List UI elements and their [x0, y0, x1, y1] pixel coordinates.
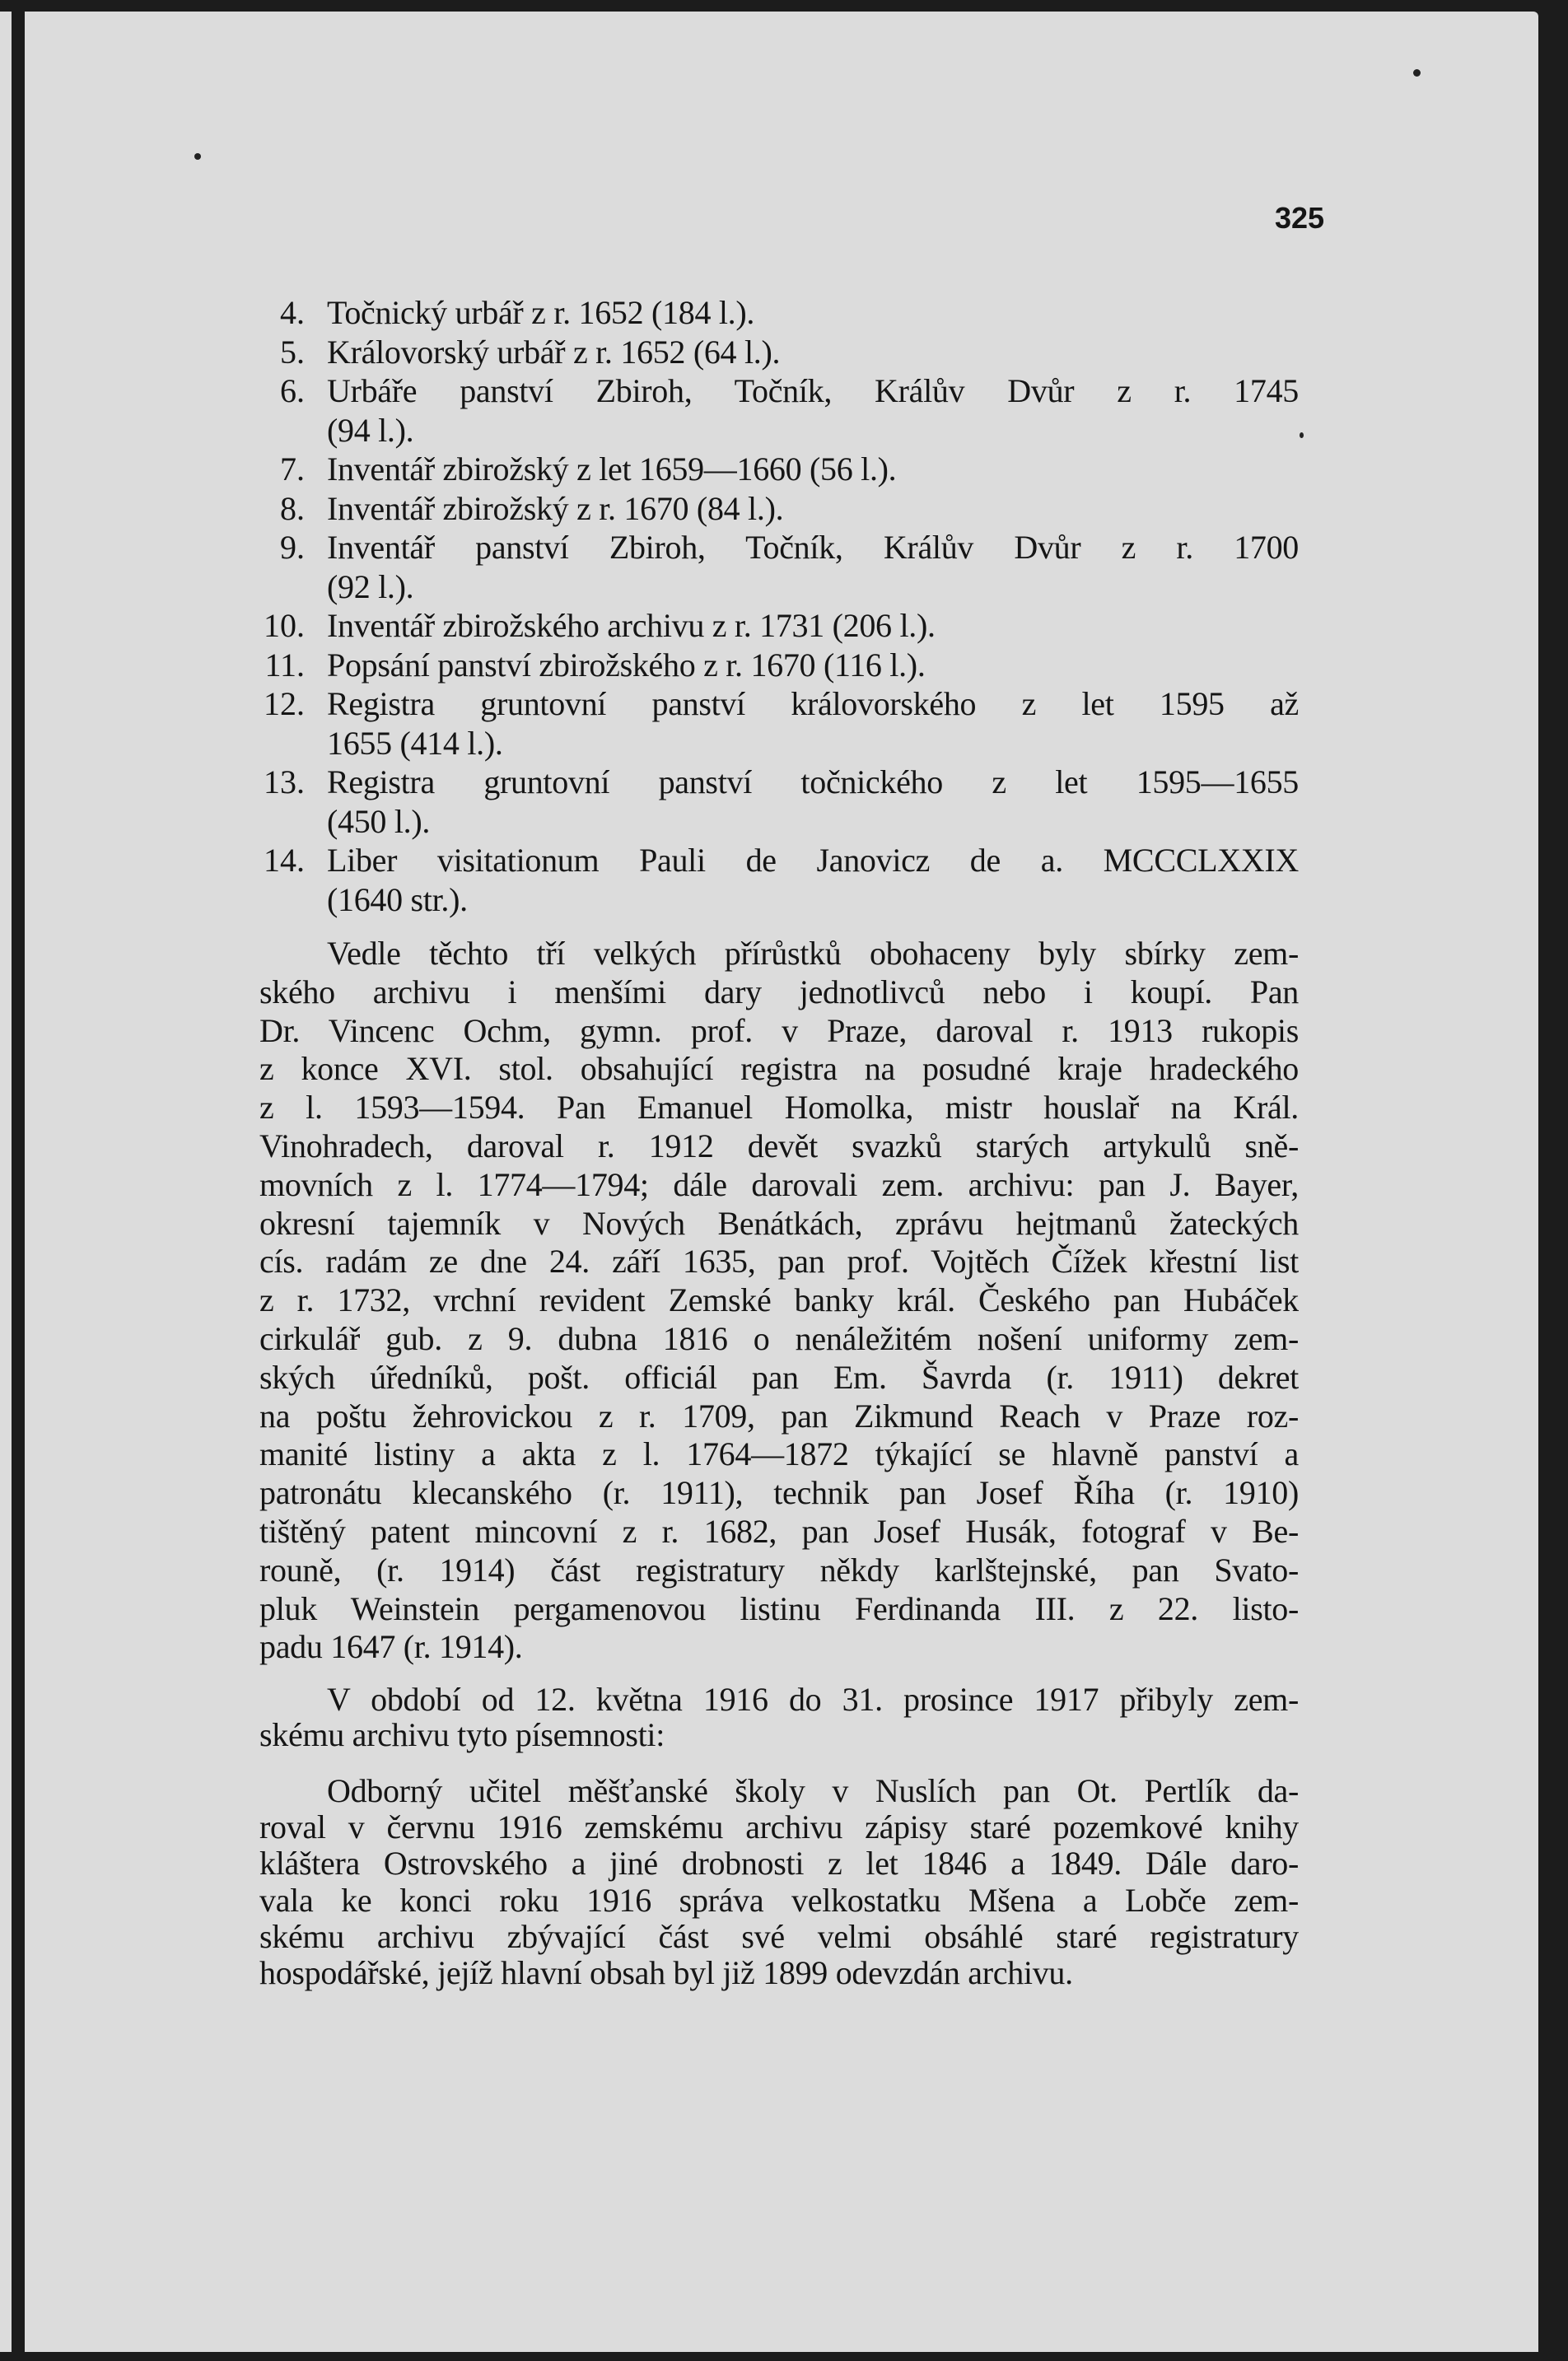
paragraph-line: kláštera Ostrovského a jiné drobnosti z let 1846 a 1849. Dále daro- — [259, 1845, 1299, 1883]
paragraph-line: manité listiny a akta z l. 1764—1872 týkající se hlavně panství a — [259, 1435, 1299, 1473]
list-item-line: Inventář panství Zbiroh, Točník, Králův Dvůr z r. 1700 — [327, 529, 1299, 566]
list-item-line: Inventář zbirožský z r. 1670 (84 l.). — [327, 489, 784, 527]
scan-speck — [1413, 69, 1421, 77]
list-item-number: 8. — [280, 489, 305, 527]
paragraph-line: okresní tajemník v Nových Benátkách, zprávu hejtmanů žateckých — [259, 1204, 1299, 1242]
paragraph-line: cirkulář gub. z 9. dubna 1816 o nenáležitém nošení uniformy zem- — [259, 1320, 1299, 1357]
paragraph-line: patronátu klecanského (r. 1911), technik pan Josef Říha (r. 1910) — [259, 1474, 1299, 1512]
paragraph-line: skému archivu zbývající část své velmi obsáhlé staré registratury — [259, 1917, 1299, 1955]
list-item-number: 10. — [264, 607, 305, 644]
list-item-line: (450 l.). — [327, 802, 431, 840]
list-item-line: Inventář zbirožského archivu z r. 1731 (206 l.). — [327, 607, 936, 644]
paragraph-line: V období od 12. května 1916 do 31. prosince 1917 přibyly zem- — [327, 1681, 1299, 1718]
list-item-line: Točnický urbář z r. 1652 (184 l.). — [327, 294, 755, 331]
paragraph-line: cís. radám ze dne 24. září 1635, pan prof. Vojtěch Čížek křestní list — [259, 1243, 1299, 1281]
list-item-line: Liber visitationum Pauli de Janovicz de a. MCCCLXXIX — [327, 842, 1299, 879]
list-item-line: Inventář zbirožský z let 1659—1660 (56 l.). — [327, 450, 897, 488]
scan-speck — [194, 153, 201, 160]
list-item-number: 7. — [280, 450, 305, 488]
list-item-line: Popsání panství zbirožského z r. 1670 (116 l.). — [327, 646, 926, 684]
list-item-number: 11. — [264, 646, 305, 684]
list-item-number: 4. — [280, 294, 305, 331]
page-number: 325 — [1275, 201, 1325, 235]
list-item-number: 14. — [264, 842, 305, 879]
list-item-line: 1655 (414 l.). — [327, 724, 503, 762]
list-item-number: 13. — [264, 763, 305, 800]
paragraph-line: pluk Weinstein pergamenovou listinu Ferdinanda III. z 22. listo- — [259, 1589, 1299, 1627]
scan-edge — [0, 12, 12, 2352]
list-item-number: 12. — [264, 685, 305, 722]
list-item-number: 5. — [280, 333, 305, 371]
scan-speck — [1300, 432, 1304, 438]
list-item-line: Registra gruntovní panství točnického z let 1595—1655 — [327, 763, 1299, 800]
paragraph-line: tištěný patent mincovní z r. 1682, pan Josef Husák, fotograf v Be- — [259, 1513, 1299, 1550]
paragraph-line: Vinohradech, daroval r. 1912 devět svazků starých artykulů sně- — [259, 1127, 1299, 1164]
paragraph-line: movních z l. 1774—1794; dále darovali zem. archivu: pan J. Bayer, — [259, 1165, 1299, 1203]
list-item-line: (94 l.). — [327, 411, 414, 449]
list-item-number: 6. — [280, 372, 305, 409]
paragraph-line: z l. 1593—1594. Pan Emanuel Homolka, mistr houslař na Král. — [259, 1089, 1299, 1127]
paragraph-line: vala ke konci roku 1916 správa velkostatku Mšena a Lobče zem- — [259, 1881, 1299, 1919]
list-item-line: Registra gruntovní panství královorského z let 1595 až — [327, 685, 1299, 722]
paragraph-line: skému archivu tyto písemnosti: — [259, 1716, 665, 1753]
list-item-number: 9. — [280, 529, 305, 566]
list-item-line: Urbáře panství Zbiroh, Točník, Králův Dvůr z r. 1745 — [327, 372, 1299, 409]
paragraph-line: Vedle těchto tří velkých přírůstků obohaceny byly sbírky zem- — [327, 935, 1299, 972]
paragraph-line: padu 1647 (r. 1914). — [259, 1628, 523, 1666]
paragraph-line: Dr. Vincenc Ochm, gymn. prof. v Praze, daroval r. 1913 rukopis — [259, 1011, 1299, 1049]
list-item-line: (1640 str.). — [327, 880, 468, 918]
paragraph-line: na poštu žehrovickou z r. 1709, pan Zikmund Reach v Praze roz- — [259, 1397, 1299, 1435]
paragraph-line: roval v červnu 1916 zemskému archivu zápisy staré pozemkové knihy — [259, 1808, 1299, 1846]
paragraph-line: rouně, (r. 1914) část registratury někdy karlštejnské, pan Svato- — [259, 1551, 1299, 1589]
paragraph-line: Odborný učitel měšťanské školy v Nuslích pan Ot. Pertlík da- — [327, 1772, 1299, 1809]
list-item-line: (92 l.). — [327, 567, 414, 605]
paragraph-line: z konce XVI. stol. obsahující registra na posudné kraje hradeckého — [259, 1050, 1299, 1088]
paragraph-line: z r. 1732, vrchní revident Zemské banky král. Českého pan Hubáček — [259, 1281, 1299, 1319]
list-item-line: Královorský urbář z r. 1652 (64 l.). — [327, 333, 781, 371]
paragraph-line: ských úředníků, pošt. officiál pan Em. Šavrda (r. 1911) dekret — [259, 1358, 1299, 1396]
paragraph-line: hospodářské, jejíž hlavní obsah byl již 1899 odevzdán archivu. — [259, 1954, 1073, 1991]
paragraph-line: ského archivu i menšími dary jednotlivců nebo i koupí. Pan — [259, 973, 1299, 1010]
